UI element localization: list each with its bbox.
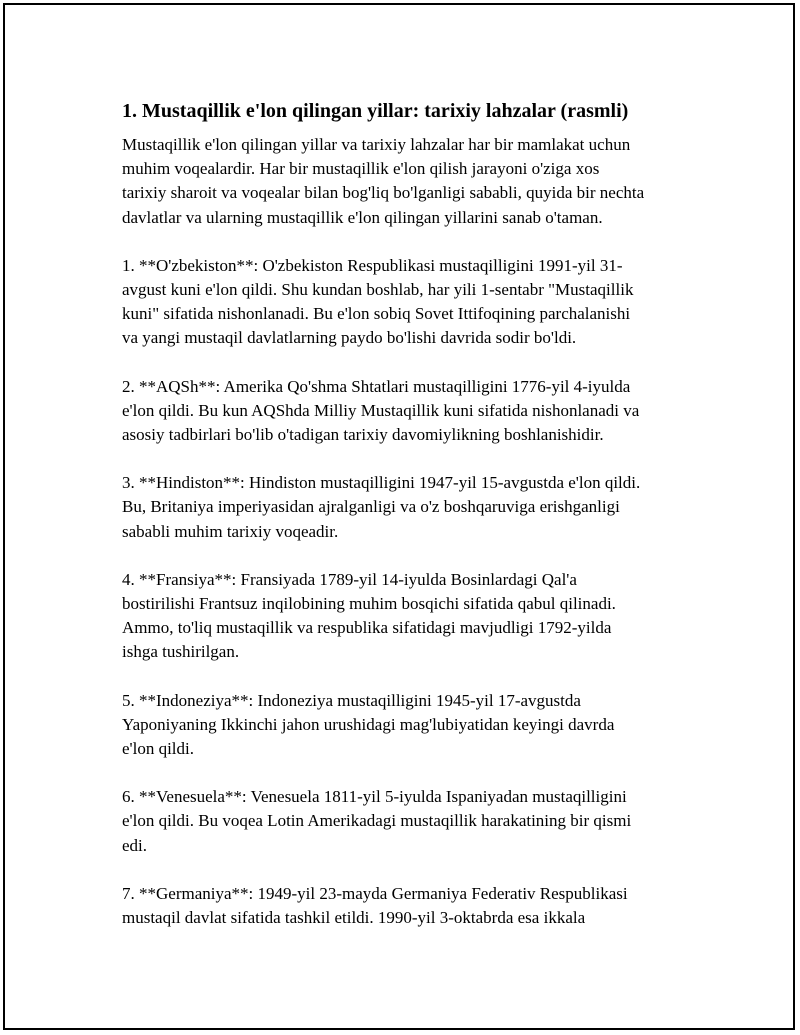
- list-item-germany: 7. **Germaniya**: 1949-yil 23-mayda Germaniya Federativ Respublikasi mustaqil davlat sifatida tashkil etildi. 1990-yil 3-oktabrda esa ikkala: [122, 883, 628, 928]
- intro-paragraph: Mustaqillik e'lon qilingan yillar va tarixiy lahzalar har bir mamlakat uchun muhim voqealardir. Har bir mustaqillik e'lon qilish jarayoni o'ziga xos tarixiy sharoit va voqealar bilan bog'liq bo'lganligi sababli, quyida bir nechta davlatlar va ularning mustaqillik e'lon qilingan yillarini sanab o'taman.: [122, 135, 645, 227]
- list-item-indonesia: 5. **Indoneziya**: Indoneziya mustaqilligini 1945-yil 17-avgustda Yaponiyaning Ikkinchi jahon urushidagi mag'lubiyatidan keyingi davrda e'lon qildi.: [122, 690, 615, 759]
- list-item-uzbekistan: 1. **O'zbekiston**: O'zbekiston Respublikasi mustaqilligini 1991-yil 31- avgust kuni e'lon qildi. Shu kundan boshlab, har yili 1-sentabr "Mustaqillik kuni" sifatida nishonlanadi. Bu e'lon sobiq Sovet Ittifoqining parchalanishi va yangi mustaqil davlatlarning paydo bo'lishi davrida sodir bo'ldi.: [122, 255, 634, 348]
- list-item-usa: 2. **AQSh**: Amerika Qo'shma Shtatlari mustaqilligini 1776-yil 4-iyulda e'lon qildi. Bu kun AQShda Milliy Mustaqillik kuni sifatida nishonlanadi va asosiy tadbirlari bo'lib o'tadigan tarixiy davomiylikning boshlanishidir.: [122, 376, 640, 445]
- list-item-venezuela: 6. **Venesuela**: Venesuela 1811-yil 5-iyulda Ispaniyadan mustaqilligini e'lon qildi. Bu voqea Lotin Amerikadagi mustaqillik harakatining bir qismi edi.: [122, 787, 632, 855]
- list-item-india: 3. **Hindiston**: Hindiston mustaqilligini 1947-yil 15-avgustda e'lon qildi. Bu, Britaniya imperiyasidan ajralganligi va o'z boshqaruviga erishganligi sababli muhim tarixiy voqeadir.: [122, 473, 641, 541]
- list-item-france: 4. **Fransiya**: Fransiyada 1789-yil 14-iyulda Bosinlardagi Qal'a bostirilishi Frantsuz inqilobining muhim bosqichi sifatida qabul qilinadi. Ammo, to'liq mustaqillik va respublika sifatidagi mavjudligi 1792-yilda ishga tushirilgan.: [122, 569, 616, 662]
- document-body: [122, 97, 702, 954]
- document-title: 1. Mustaqillik e'lon qilingan yillar: tarixiy lahzalar (rasmli): [122, 100, 629, 122]
- page-frame: [3, 3, 795, 1030]
